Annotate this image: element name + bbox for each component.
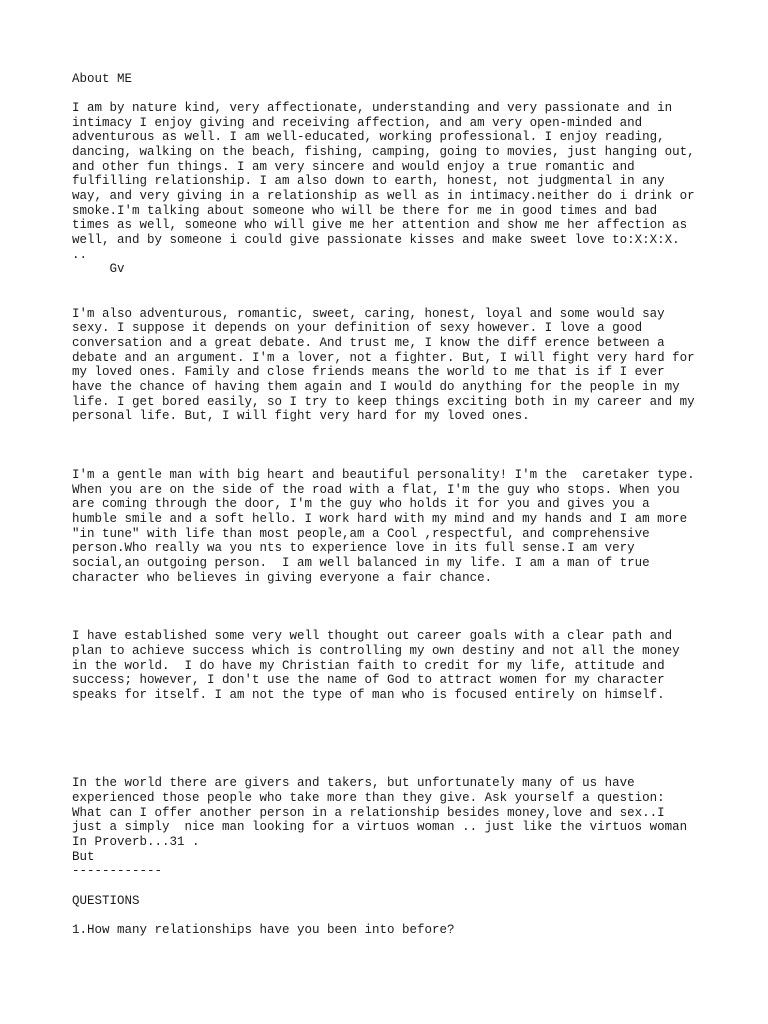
text-line: In the world there are givers and takers, but unfortunately many of us have — [72, 776, 635, 790]
text-line: success; however, I don't use the name of God to attract women for my character — [72, 673, 665, 687]
text-line: social,an outgoing person. I am well balanced in my life. I am a man of true — [72, 556, 650, 570]
question-item: 1.How many relationships have you been into before? — [72, 923, 455, 937]
text-line: are coming through the door, I'm the guy who holds it for you and gives you a — [72, 497, 650, 511]
text-line: dancing, walking on the beach, fishing, camping, going to movies, just hanging out, — [72, 145, 695, 159]
text-line: smoke.I'm talking about someone who will be there for me in good times and bad — [72, 204, 658, 218]
text-line: sexy. I suppose it depends on your definition of sexy however. I love a good — [72, 321, 643, 335]
text-line: just a simply nice man looking for a virtuos woman .. just like the virtuos woman — [72, 820, 688, 834]
text-line: personal life. But, I will fight very hard for my loved ones. — [72, 409, 530, 423]
text-line: character who believes in giving everyone a fair chance. — [72, 571, 493, 585]
text-line: In Proverb...31 . — [72, 835, 200, 849]
text-line: times as well, someone who will give me her attention and show me her affection as — [72, 218, 688, 232]
text-line: What can I offer another person in a relationship besides money,love and sex..I — [72, 806, 665, 820]
text-line: in the world. I do have my Christian faith to credit for my life, attitude and — [72, 659, 665, 673]
text-line: person.Who really wa you nts to experience love in its full sense.I am very — [72, 541, 635, 555]
text-line: fulfilling relationship. I am also down to earth, honest, not judgmental in any — [72, 174, 665, 188]
section-title: About ME — [72, 72, 133, 86]
text-line: speaks for itself. I am not the type of man who is focused entirely on himself. — [72, 688, 665, 702]
text-line: "in tune" with life than most people,am a Cool ,respectful, and comprehensive — [72, 527, 650, 541]
text-line: But — [72, 850, 95, 864]
text-line: conversation and a great debate. And trust me, I know the diff erence between a — [72, 336, 665, 350]
text-line: plan to achieve success which is controlling my own destiny and not all the money — [72, 644, 680, 658]
text-line: my loved ones. Family and close friends means the world to me that is if I ever — [72, 365, 665, 379]
text-line: I'm a gentle man with big heart and beautiful personality! I'm the caretaker type. — [72, 468, 695, 482]
text-line: experienced those people who take more than they give. Ask yourself a question: — [72, 791, 665, 805]
text-line: debate and an argument. I'm a lover, not a fighter. But, I will fight very hard for — [72, 351, 695, 365]
text-line: I have established some very well thought out career goals with a clear path and — [72, 629, 673, 643]
text-line: adventurous as well. I am well-educated, working professional. I enjoy reading, — [72, 130, 665, 144]
text-line: I'm also adventurous, romantic, sweet, caring, honest, loyal and some would say — [72, 307, 665, 321]
divider-line: ------------ — [72, 864, 163, 878]
text-line: When you are on the side of the road with a flat, I'm the guy who stops. When you — [72, 483, 680, 497]
text-line: way, and very giving in a relationship as well as in intimacy.neither do i drink or — [72, 189, 695, 203]
text-line: well, and by someone i could give passionate kisses and make sweet love to:X:X:X. — [72, 233, 680, 247]
signature-line: Gv — [72, 262, 125, 276]
text-line: humble smile and a soft hello. I work hard with my mind and my hands and I am more — [72, 512, 688, 526]
text-line: .. — [72, 248, 88, 262]
text-line: I am by nature kind, very affectionate, understanding and very passionate and in — [72, 101, 673, 115]
text-line: have the chance of having them again and I would do anything for the people in my — [72, 380, 680, 394]
text-line: and other fun things. I am very sincere and would enjoy a true romantic and — [72, 160, 635, 174]
questions-heading: QUESTIONS — [72, 894, 140, 908]
text-line: life. I get bored easily, so I try to keep things exciting both in my career and my — [72, 395, 695, 409]
text-line: intimacy I enjoy giving and receiving affection, and am very open-minded and — [72, 116, 643, 130]
